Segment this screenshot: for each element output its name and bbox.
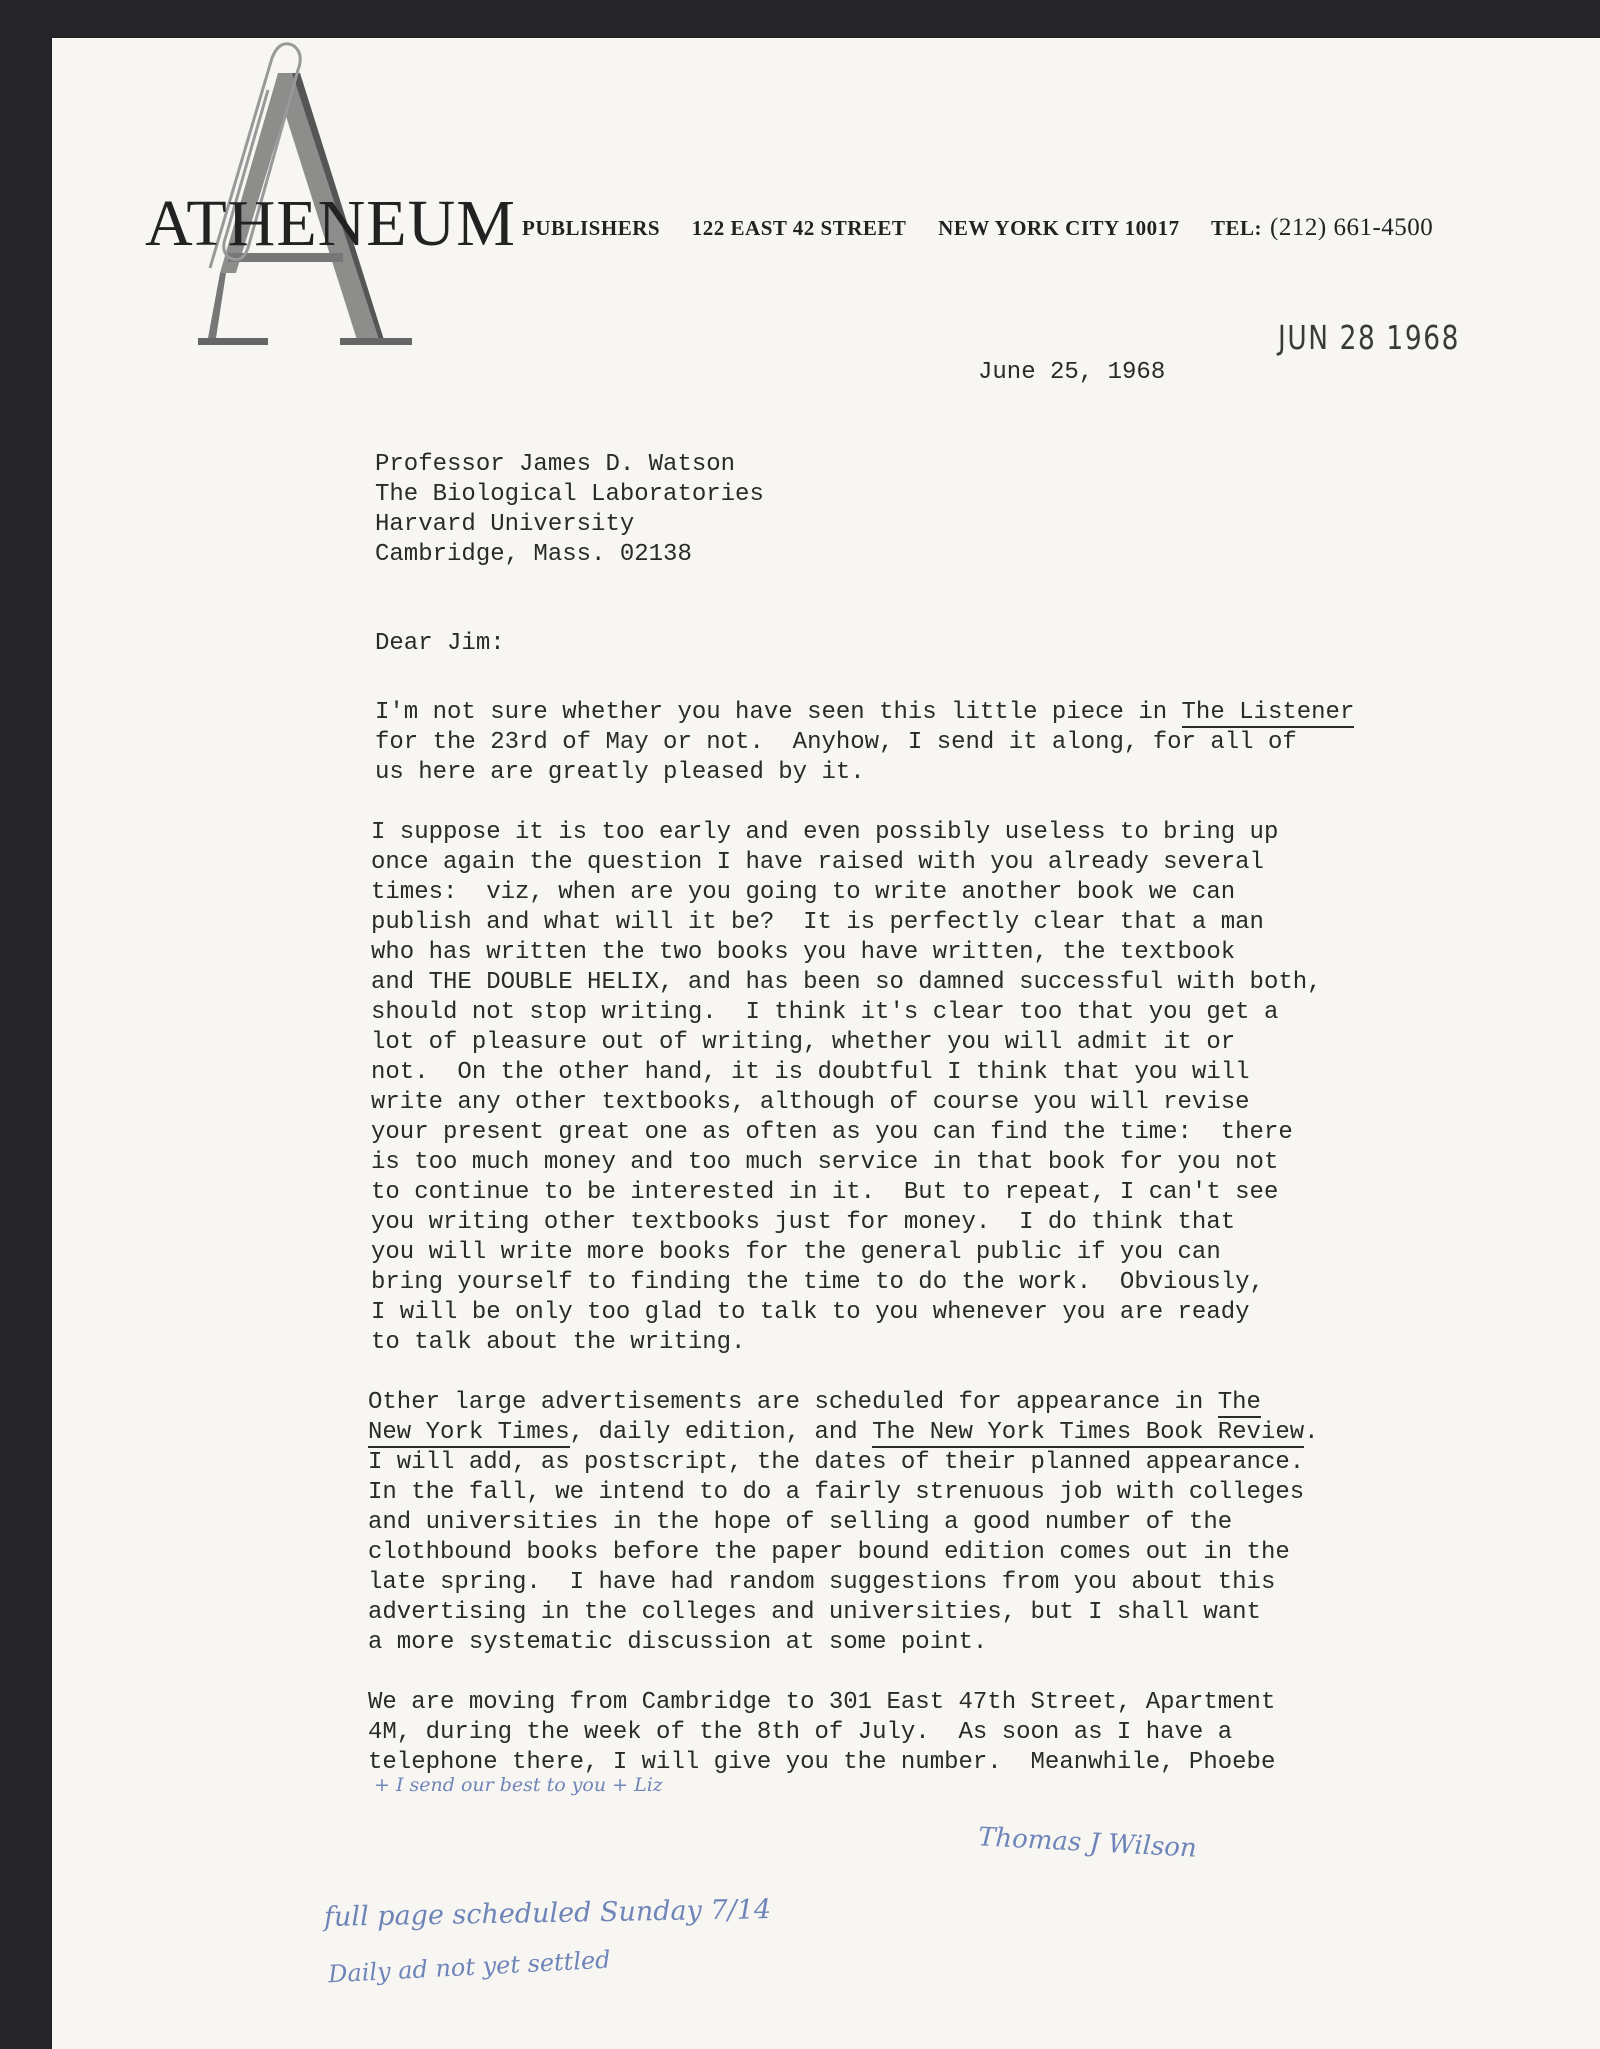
handwritten-signature: Thomas J Wilson — [977, 1822, 1198, 1864]
recipient-line: The Biological Laboratories — [375, 481, 764, 508]
salutation: Dear Jim: — [375, 630, 505, 657]
nyt-book-review-title: The New York Times Book Review — [872, 1419, 1305, 1446]
letter-page — [52, 38, 1600, 2049]
recipient-line: Cambridge, Mass. 02138 — [375, 541, 692, 568]
the-listener-title: The Listener — [1181, 699, 1355, 726]
handwritten-note-1: full page scheduled Sunday 7/14 — [323, 1894, 772, 1933]
nyt-title-part2: New York Times — [368, 1419, 570, 1446]
tel-number: (212) 661-4500 — [1270, 214, 1434, 241]
nyt-title-part1: The — [1217, 1389, 1261, 1416]
publishers-label: PUBLISHERS — [522, 216, 661, 240]
recipient-line: Harvard University — [375, 511, 635, 538]
street-address: 122 EAST 42 STREET — [691, 216, 907, 240]
recipient-address — [375, 450, 764, 570]
handwritten-closing: + I send our best to you + Liz — [374, 1774, 663, 1796]
letter-date: June 25, 1968 — [978, 359, 1166, 386]
paragraph-4: We are moving from Cambridge to 301 East 47th Street, Apartment 4M, during the week of the 8th of July. As soon as I have a telephone there, I will give you the number. Meanwhile, Phoebe — [368, 1689, 1276, 1776]
paragraph-2: I suppose it is too early and even possibly useless to bring up once again the question I have raised with you already several times: viz, when are you going to write another book we can publish and what will it be? It is perfectly clear that a man who has written the two books you have written, the textbook and THE DOUBLE HELIX, and has been so damned successful with both, should not stop writing. I think it's clear too that you get a lot of pleasure out of writing, whether you will admit it or not. On the other hand, it is doubtful I think that you will write any other textbooks, although of course you will revise your present great one as often as you can find the time: there is too much money and too much service in that book for you not to continue to be interested in it. But to repeat, I can't see you writing other textbooks just for money. I do think that you will write more books for the general public if you can bring yourself to finding the time to do the work. Obviously, I will be only too glad to talk to you whenever you are ready to talk about the writing. — [371, 819, 1322, 1356]
brand-name: ATHENEUM — [145, 187, 516, 260]
paragraph-3: Other large advertisements are scheduled for appearance in The New York Times, daily edition, and The New York Times Book Review. I will add, as postscript, the dates of their planned appearance. In the fall, we intend to do a fairly strenuous job with colleges and universities in the hope of selling a good number of the clothbound books before the paper bound edition comes out in the late spring. I have had random suggestions from you about this advertising in the colleges and universities, but I shall want a more systematic discussion at some point. — [368, 1389, 1319, 1656]
received-date-stamp: JUN 28 1968 — [1278, 318, 1461, 357]
tel-label: TEL: — [1211, 216, 1263, 240]
recipient-line: Professor James D. Watson — [375, 451, 736, 478]
letterhead-address — [522, 214, 1459, 242]
city-address: NEW YORK CITY 10017 — [938, 216, 1180, 240]
handwritten-note-2: Daily ad not yet settled — [327, 1945, 612, 1989]
paragraph-1: I'm not sure whether you have seen this little piece in The Listener for the 23rd of May or not. Anyhow, I send it along, for all of us here are greatly pleased by it. — [375, 699, 1355, 786]
